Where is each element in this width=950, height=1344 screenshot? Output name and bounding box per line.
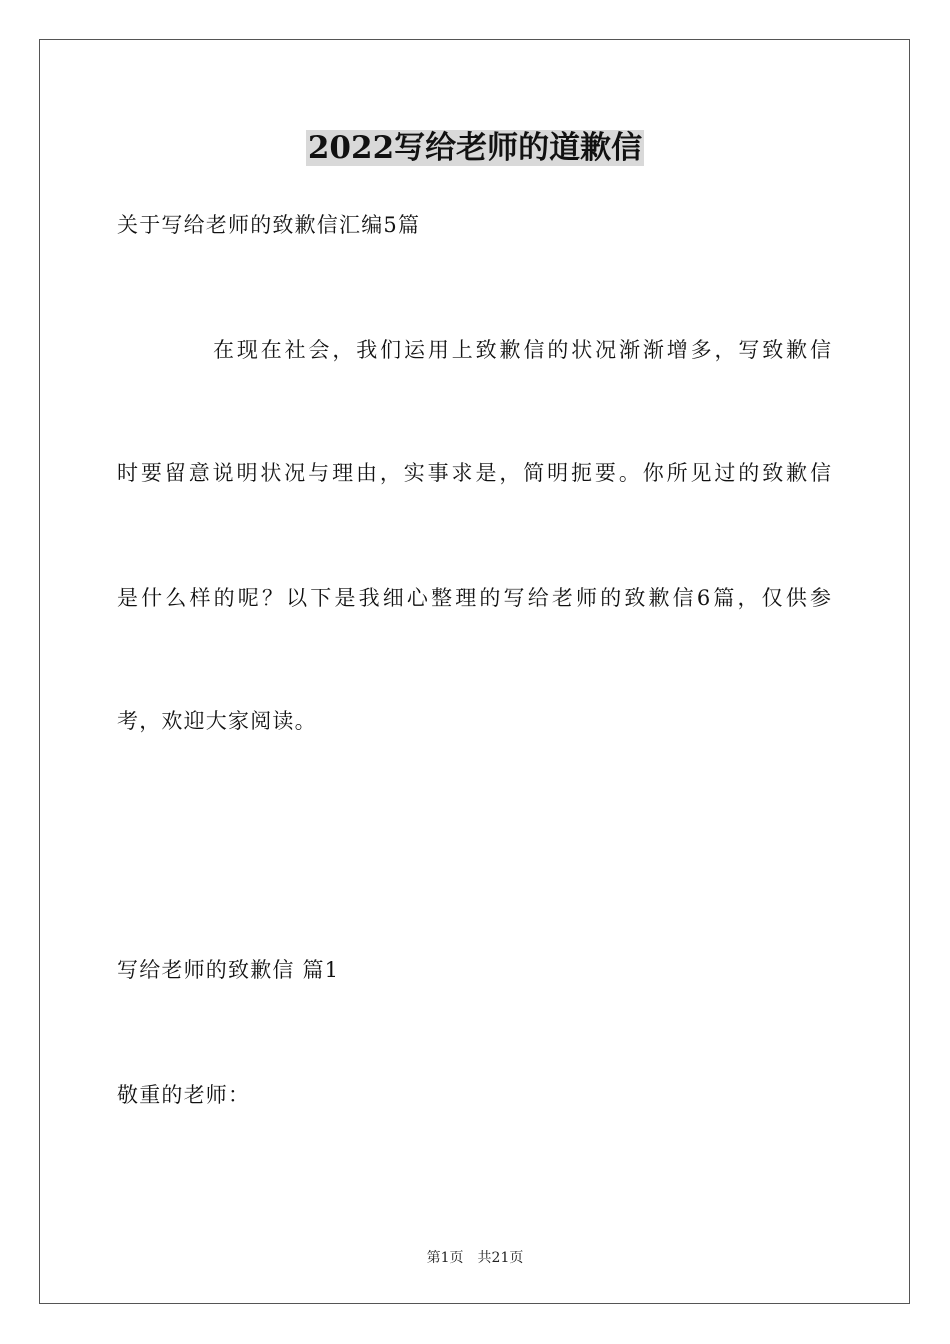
page-total: 共21页 bbox=[477, 1250, 524, 1266]
section-heading: 写给老师的致歉信 篇1 bbox=[117, 958, 340, 982]
document-title bbox=[0, 126, 950, 170]
document-subtitle: 关于写给老师的致歉信汇编5篇 bbox=[117, 213, 421, 237]
intro-line-4: 考，欢迎大家阅读。 bbox=[117, 709, 317, 733]
document-title-text: 2022写给老师的道歉信 bbox=[307, 130, 643, 166]
page-number: 第1页 bbox=[426, 1250, 464, 1266]
page-footer bbox=[0, 1248, 950, 1268]
intro-line-3: 是什么样的呢？以下是我细心整理的写给老师的致歉信6篇，仅供参 bbox=[117, 586, 831, 610]
intro-line-1: 在现在社会，我们运用上致歉信的状况渐渐增多，写致歉信 bbox=[213, 338, 831, 362]
salutation: 敬重的老师： bbox=[117, 1083, 251, 1107]
intro-line-2: 时要留意说明状况与理由，实事求是，简明扼要。你所见过的致歉信 bbox=[117, 461, 831, 485]
